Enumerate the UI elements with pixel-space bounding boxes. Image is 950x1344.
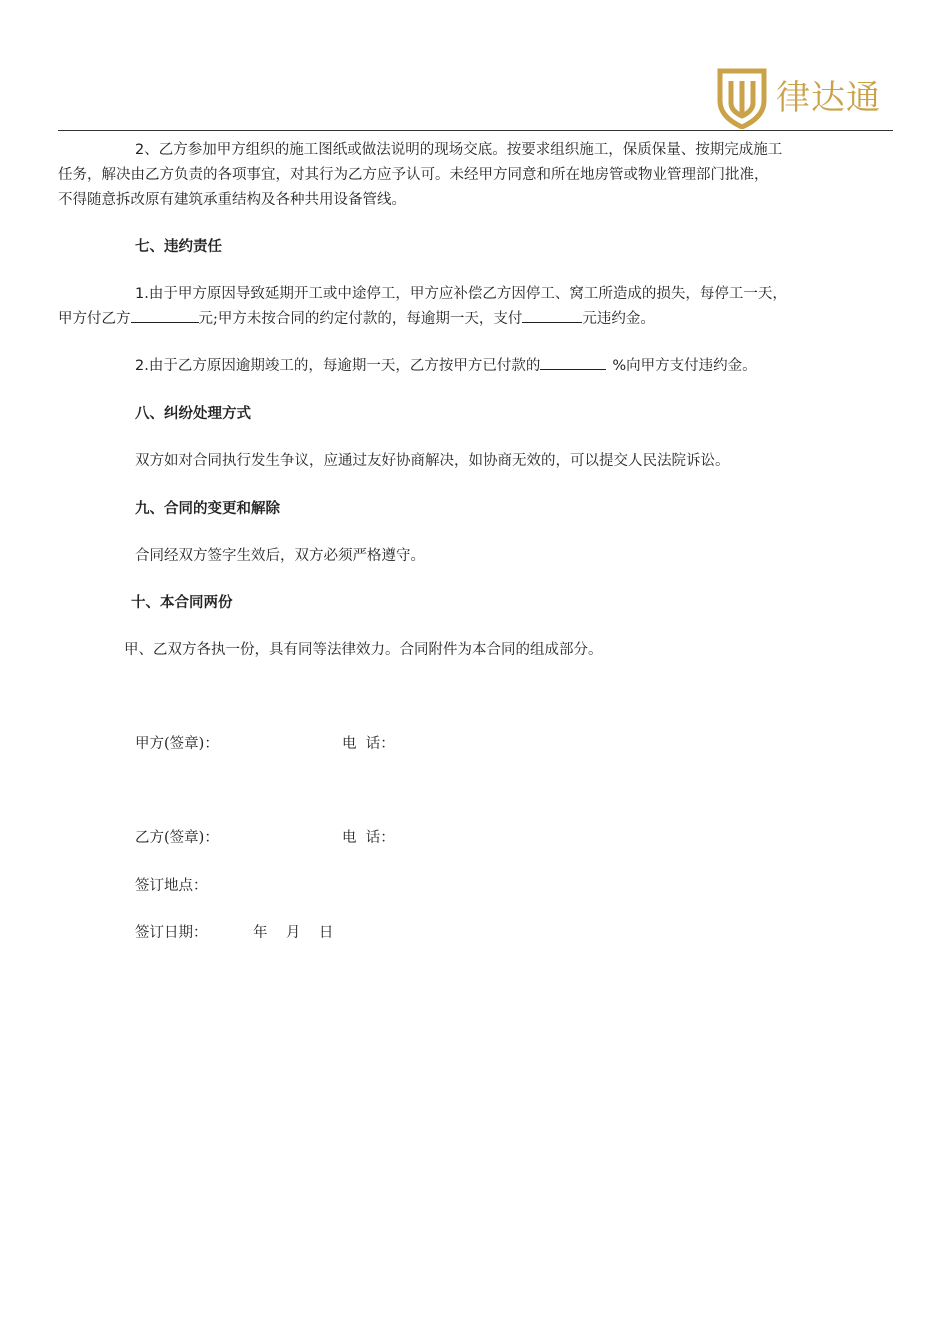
signing-place-label: 签订地点：: [135, 878, 208, 894]
amount-blank-1[interactable]: [131, 306, 199, 323]
section-9-title: 九、合同的变更和解除: [135, 501, 280, 517]
clause-2-line2: 任务，解决由乙方负责的各项事宜，对其行为乙方应予认可。未经甲方同意和所在地房管或物业管理部门批准，: [58, 167, 769, 183]
section-7-item-1-line2: [58, 306, 898, 332]
section-8-text: 双方如对合同执行发生争议，应通过友好协商解决，如协商无效的，可以提交人民法院诉讼。: [135, 453, 730, 469]
party-a-phone-label: 电 话：: [342, 736, 395, 752]
clause-2-line3: 不得随意拆改原有建筑承重结构及各种共用设备管线。: [58, 192, 406, 208]
s7-item1-text-b: 元;甲方未按合同的约定付款的，每逾期一天，支付: [198, 311, 523, 327]
section-7-item-2: [135, 353, 895, 379]
signing-date-fields: 年 月 日: [253, 925, 334, 941]
clause-2-text-1: 、乙方参加甲方组织的施工图纸或做法说明的现场交底。按要求组织施工，保质保量、按期完成施工: [144, 142, 783, 158]
section-8-title: 八、纠纷处理方式: [135, 406, 251, 422]
section-10-title: 十、本合同两份: [131, 595, 233, 611]
logo-text: 律达通: [776, 78, 881, 118]
s7-item1-text: .由于甲方原因导致延期开工或中途停工，甲方应补偿乙方因停工、窝工所造成的损失，每停工一天，: [144, 286, 787, 302]
percent-blank[interactable]: [540, 353, 606, 370]
s7-item1-number: 1: [135, 286, 145, 302]
s7-item2-text-a: .由于乙方原因逾期竣工的，每逾期一天，乙方按甲方已付款的: [144, 358, 541, 374]
party-a-signature-label: 甲方(签章)：: [135, 736, 219, 752]
s7-item1-text-a: 甲方付乙方: [58, 311, 131, 327]
s7-item1-text-c: 元违约金。: [582, 311, 655, 327]
s7-item2-number: 2: [135, 358, 145, 374]
signing-date-label: 签订日期：: [135, 925, 208, 941]
section-7-title: 七、违约责任: [135, 239, 222, 255]
party-b-phone-label: 电 话：: [342, 830, 395, 846]
brand-logo: [716, 66, 881, 130]
section-10-text: 甲、乙双方各执一份，具有同等法律效力。合同附件为本合同的组成部分。: [124, 642, 603, 658]
party-b-signature-label: 乙方(签章)：: [135, 830, 219, 846]
clause-2-number: 2: [135, 142, 145, 158]
shield-icon: [716, 67, 768, 129]
amount-blank-2[interactable]: [522, 306, 582, 323]
clause-2-line1: [135, 137, 895, 163]
s7-item2-text-b: %向甲方支付违约金。: [612, 358, 757, 374]
section-7-item-1-line1: [135, 281, 895, 307]
header-divider: [58, 130, 893, 131]
section-9-text: 合同经双方签字生效后，双方必须严格遵守。: [135, 548, 425, 564]
